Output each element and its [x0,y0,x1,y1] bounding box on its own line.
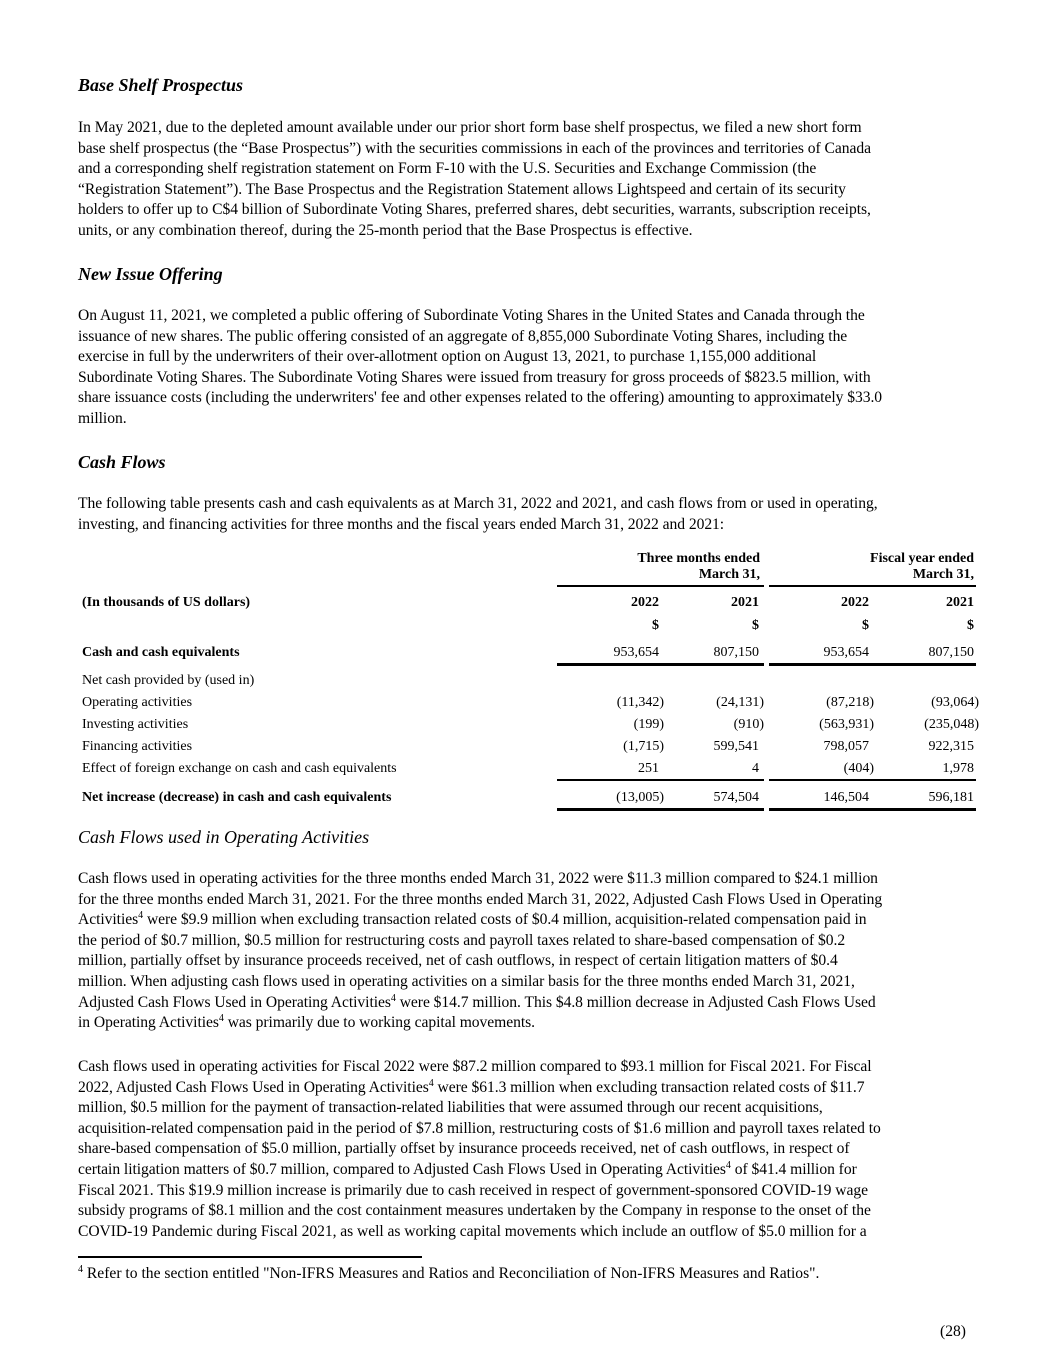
text-line [78,910,978,931]
text-line [78,1160,978,1181]
text-span: in Operating Activities [78,1014,219,1032]
text-span: were $14.7 million. This $4.8 million decrease in Adjusted Cash Flows Used [395,993,876,1011]
col-year: 2021 [946,595,974,610]
col-year: 2022 [631,595,659,610]
rule-group-three-months [557,585,764,587]
cell-value: (11,342) [616,695,664,710]
text-line: Subordinate Voting Shares. The Subordinate Voting Shares were issued from treasury for gross proceeds of $823.5 million, with [78,368,871,386]
group-header-fiscal-year [778,550,974,584]
text-line: for the three months ended March 31, 2021. For the three months ended March 31, 2022, Adjusted Cash Flows Used in Operating [78,890,883,908]
group-header-line: March 31, [912,567,974,582]
cell-value: (563,931) [819,717,874,732]
cell-value: (235,048) [924,717,979,732]
text-line: Fiscal 2021. This $19.9 million increase is primarily due to cash received in respect of government-sponsored COVID-19 wage [78,1181,868,1199]
rule-subtotal [769,779,976,781]
cell-value: 807,150 [713,645,759,660]
text-line: acquisition-related compensation paid in the period of $7.8 million, restructuring costs of $1.6 million and payroll taxes related to [78,1119,881,1137]
rule-total [557,808,764,811]
row-label: Investing activities [82,717,189,732]
col-currency: $ [862,618,869,633]
footnote [78,1264,819,1284]
row-label: Operating activities [82,695,193,710]
text-line: million. [78,409,127,427]
rule-group-fiscal [769,585,976,587]
text-line: holders to offer up to C$4 billion of Subordinate Voting Shares, preferred shares, debt securities, warrants, subscription receipts, [78,201,871,219]
cell-value: (910) [733,717,764,732]
group-header-line: Fiscal year ended [870,551,974,566]
col-currency: $ [652,618,659,633]
footnote-text: Refer to the section entitled "Non-IFRS Measures and Ratios and Reconciliation of Non-IFRS Measures and Ratios". [83,1265,820,1282]
text-line: and a corresponding shelf registration statement on Form F-10 with the U.S. Securities and Exchange Commission (the [78,160,817,178]
cell-value: 596,181 [928,790,974,805]
footnote-ref: 4 [390,992,396,1004]
row-label: Effect of foreign exchange on cash and cash equivalents [82,761,397,776]
text-line: share-based compensation of $5.0 million, partially offset by insurance proceeds received, net of cash outflows, in respect of [78,1140,850,1158]
text-line: On August 11, 2021, we completed a public offering of Subordinate Voting Shares in the United States and Canada through the [78,307,865,324]
cell-value: (1,715) [623,739,664,754]
col-year: 2022 [841,595,869,610]
cell-value: (13,005) [616,790,664,805]
cash-flows-table [78,548,978,813]
row-label: Net cash provided by (used in) [82,673,255,688]
group-header-line: Three months ended [637,551,760,566]
cell-value: (199) [633,717,664,732]
row-label: Financing activities [82,739,193,754]
text-span: of $41.4 million for [730,1160,857,1178]
group-header-line: March 31, [698,567,760,582]
cell-value: (24,131) [716,695,764,710]
text-line [78,1078,978,1099]
text-line: investing, and financing activities for three months and the fiscal years ended March 31, 2022 and 2021: [78,515,725,533]
heading-cash-flows: Cash Flows [78,452,166,472]
text-line: subsidy programs of $8.1 million and the cost containment measures undertaken by the Company in response to the onset of the [78,1202,871,1220]
row-label: Net increase (decrease) in cash and cash equivalents [82,790,392,805]
text-line [78,993,978,1014]
text-line: exercise in full by the underwriters of their over-allotment option on August 13, 2021, to purchase 1,155,000 additional [78,348,817,366]
text-span: Activities [78,911,139,929]
text-span: certain litigation matters of $0.7 million, compared to Adjusted Cash Flows Used in Operating Activities [78,1160,726,1178]
text-line: share issuance costs (including the underwriters' fee and other expenses related to the offering) amounting to approximately $33.0 [78,389,883,407]
text-span: 2022, Adjusted Cash Flows Used in Operating Activities [78,1078,429,1096]
text-line: issuance of new shares. The public offering consisted of an aggregate of 8,855,000 Subordinate Voting Shares, including the [78,327,848,345]
cell-value: 146,504 [823,790,869,805]
paragraph-operating-fiscal [78,1057,978,1242]
cell-value: 4 [752,761,759,776]
cell-value: 251 [638,761,659,776]
text-line: In May 2021, due to the depleted amount available under our prior short form base shelf prospectus, we filed a new short form [78,119,862,136]
rule-thick [769,663,976,666]
text-line: million. When adjusting cash flows used in operating activities on a similar basis for the three months ended March 31, 2021, [78,972,855,990]
heading-operating-activities: Cash Flows used in Operating Activities [78,827,370,847]
paragraph-cash-flows [78,494,978,535]
paragraph-operating-q4 [78,869,978,1034]
units-label: (In thousands of US dollars) [82,595,251,610]
cell-value: 953,654 [823,645,869,660]
text-line: Cash flows used in operating activities for Fiscal 2022 were $87.2 million compared to $93.1 million for Fiscal 2021. For Fiscal [78,1058,872,1075]
cell-value: 807,150 [928,645,974,660]
row-label: Cash and cash equivalents [82,645,240,660]
page-number: (28) [940,1323,966,1340]
text-span: were $61.3 million when excluding transaction related costs of $11.7 [433,1078,865,1096]
footnote-divider [78,1256,422,1258]
paragraph-new-issue [78,306,978,430]
footnote-ref: 4 [138,910,144,921]
col-currency: $ [752,618,759,633]
cell-value: 922,315 [928,739,974,754]
cell-value: (93,064) [931,695,979,710]
footnote-ref: 4 [218,1012,224,1024]
rule-thick [557,663,764,666]
text-line [78,1013,978,1034]
text-span: was primarily due to working capital movements. [223,1014,535,1032]
footnote-ref: 4 [725,1159,731,1171]
cell-value: 574,504 [713,790,759,805]
text-span: Adjusted Cash Flows Used in Operating Activities [78,993,391,1011]
cell-value: 953,654 [613,645,659,660]
cell-value: (87,218) [826,695,874,710]
paragraph-base-shelf [78,118,978,242]
footnote-marker: 4 [78,1263,83,1275]
text-line: million, $0.5 million for the payment of transaction-related liabilities that were assumed through our recent acquisitions, [78,1099,823,1117]
text-line: The following table presents cash and cash equivalents as at March 31, 2022 and 2021, and cash flows from or used in operating, [78,495,878,512]
rule-total [769,808,976,811]
heading-new-issue-offering: New Issue Offering [78,264,223,284]
text-line: Cash flows used in operating activities for the three months ended March 31, 2022 were $11.3 million compared to $24.1 million [78,870,878,887]
col-year: 2021 [731,595,759,610]
cell-value: (404) [843,761,874,776]
col-currency: $ [967,618,974,633]
cell-value: 599,541 [713,739,759,754]
cell-value: 1,978 [942,761,974,776]
heading-base-shelf-prospectus: Base Shelf Prospectus [78,75,244,95]
text-line: the period of $0.7 million, $0.5 million for restructuring costs and payroll taxes related to share-based compensation of $0.2 [78,931,846,949]
text-line: “Registration Statement”). The Base Prospectus and the Registration Statement allows Lightspeed and certain of its security [78,180,846,198]
rule-subtotal [557,779,764,781]
text-span: were $9.9 million when excluding transaction related costs of $0.4 million, acquisition-related compensation paid in [143,911,867,929]
text-line: base shelf prospectus (the “Base Prospectus”) with the securities commissions in each of the provinces and territories of Canada [78,139,871,157]
text-line: COVID-19 Pandemic during Fiscal 2021, as well as working capital movements which include an outflow of $5.0 million for a [78,1222,867,1240]
text-line: million, partially offset by insurance proceeds received, net of cash outflows, in respect of certain litigation matters of $0.4 [78,952,838,970]
text-line: units, or any combination thereof, during the 25-month period that the Base Prospectus is effective. [78,221,693,239]
cell-value: 798,057 [823,739,869,754]
footnote-ref: 4 [428,1077,434,1089]
group-header-three-months [538,550,760,584]
